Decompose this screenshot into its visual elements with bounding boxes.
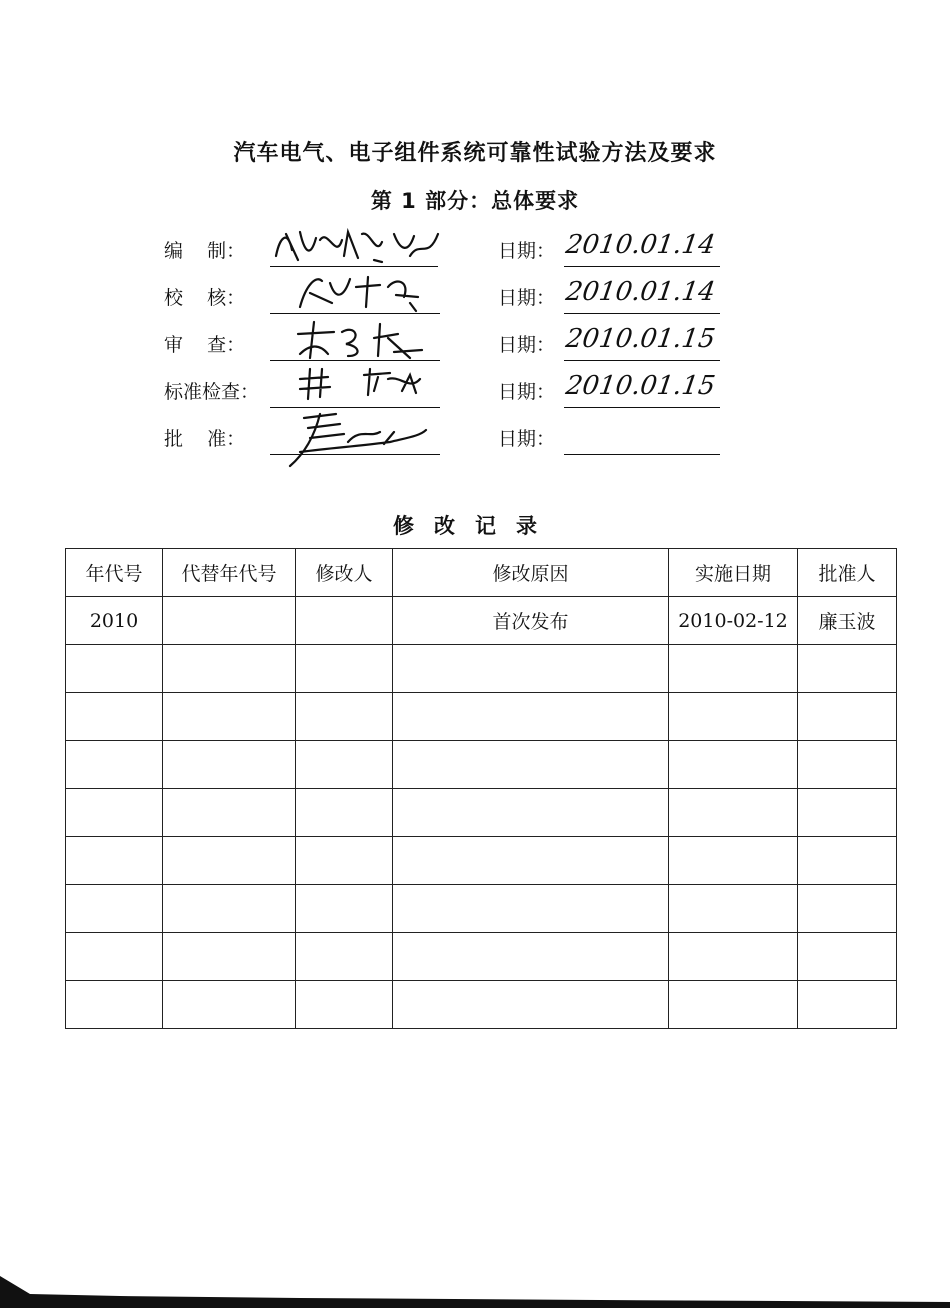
cell-reason [393,933,669,981]
cell-implementation-date [669,933,798,981]
cell-modifier [296,597,393,645]
table-row [66,693,897,741]
document-title: 汽车电气、电子组件系统可靠性试验方法及要求 [233,141,717,166]
cell-approver [798,693,897,741]
cell-approver [798,789,897,837]
document-subtitle: 第 1 部分：总体要求 [370,189,580,213]
cell-modifier [296,693,393,741]
table-row [66,597,897,645]
cell-implementation-date [669,645,798,693]
handwritten-date: 2010.01.14 [563,230,717,260]
cell-year-code [66,693,163,741]
table-row [66,885,897,933]
date-label: 日期： [498,334,556,356]
handwritten-signature [270,220,450,270]
table-header-row [66,549,897,597]
cell-approver: 廉玉波 [798,597,897,645]
cell-reason [393,885,669,933]
date-label: 日期： [498,428,556,450]
signature-row-checked [0,275,950,319]
table-row [66,837,897,885]
cell-approver [798,885,897,933]
table-row [66,741,897,789]
cell-modifier [296,837,393,885]
cell-year-code [66,789,163,837]
cell-replaced-year-code [163,741,296,789]
column-header-modifier: 修改人 [296,549,393,597]
cell-modifier [296,933,393,981]
cell-modifier [296,885,393,933]
signature-line [270,454,440,455]
date-line [564,454,720,455]
cell-reason [393,981,669,1029]
cell-reason [393,741,669,789]
column-header-year-code: 年代号 [66,549,163,597]
role-label: 标准检查： [164,381,260,403]
cell-year-code [66,933,163,981]
cell-year-code: 2010 [66,597,163,645]
cell-replaced-year-code [163,597,296,645]
role-label: 编 制： [164,240,246,262]
table-row [66,933,897,981]
date-line [564,407,720,408]
date-line [564,266,720,267]
cell-year-code [66,981,163,1029]
cell-year-code [66,837,163,885]
cell-replaced-year-code [163,645,296,693]
handwritten-date: 2010.01.14 [563,277,717,307]
revision-record-heading: 修改记录 [393,514,557,538]
cell-reason [393,789,669,837]
handwritten-signature [270,314,450,364]
cell-implementation-date [669,789,798,837]
handwritten-signature [270,267,450,317]
cell-implementation-date [669,885,798,933]
column-header-reason: 修改原因 [393,549,669,597]
cell-implementation-date [669,837,798,885]
cell-modifier [296,645,393,693]
table-row [66,981,897,1029]
scan-border-artifact [0,1272,950,1308]
cell-approver [798,741,897,789]
cell-implementation-date [669,981,798,1029]
date-label: 日期： [498,287,556,309]
role-label: 审 查： [164,334,246,356]
signature-row-compiled [0,228,950,272]
handwritten-signature [270,361,450,411]
cell-reason [393,693,669,741]
table-row [66,789,897,837]
cell-modifier [296,741,393,789]
cell-replaced-year-code [163,837,296,885]
signature-row-standard-check [0,369,950,413]
cell-approver [798,837,897,885]
date-label: 日期： [498,240,556,262]
cell-modifier [296,789,393,837]
signature-row-approved [0,416,950,460]
cell-modifier [296,981,393,1029]
cell-replaced-year-code [163,981,296,1029]
cell-year-code [66,885,163,933]
cell-approver [798,933,897,981]
cell-reason [393,837,669,885]
cell-replaced-year-code [163,885,296,933]
cell-year-code [66,741,163,789]
column-header-approver: 批准人 [798,549,897,597]
handwritten-date: 2010.01.15 [563,324,717,354]
table-row [66,645,897,693]
date-line [564,313,720,314]
role-label: 批 准： [164,428,246,450]
role-label: 校 核： [164,287,246,309]
date-line [564,360,720,361]
date-label: 日期： [498,381,556,403]
cell-approver [798,981,897,1029]
cell-approver [798,645,897,693]
cell-implementation-date [669,741,798,789]
cell-year-code [66,645,163,693]
revision-record-table [65,548,897,1029]
column-header-replaced-year-code: 代替年代号 [163,549,296,597]
signature-row-reviewed [0,322,950,366]
cell-reason [393,645,669,693]
cell-replaced-year-code [163,693,296,741]
cell-replaced-year-code [163,933,296,981]
cell-replaced-year-code [163,789,296,837]
cell-implementation-date: 2010-02-12 [669,597,798,645]
cell-implementation-date [669,693,798,741]
column-header-implementation-date: 实施日期 [669,549,798,597]
cell-reason: 首次发布 [393,597,669,645]
handwritten-date: 2010.01.15 [563,371,717,401]
handwritten-signature [270,408,450,468]
